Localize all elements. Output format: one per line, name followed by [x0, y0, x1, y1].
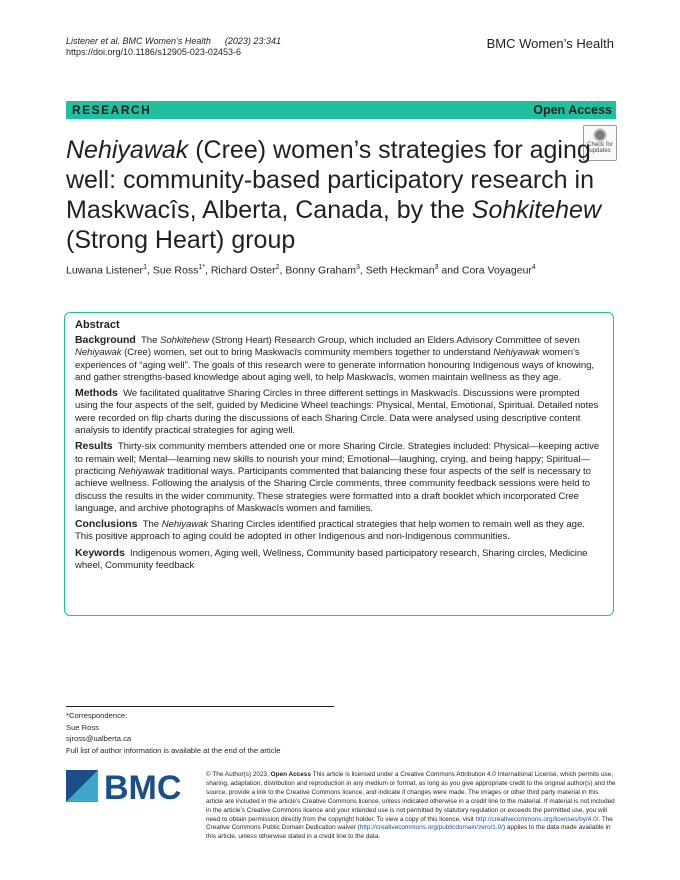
check-line1: Check for — [587, 142, 613, 148]
methods-text: We facilitated qualitative Sharing Circles in three different settings in Maskwacîs. Discussions were prompted using the four aspects of the self, guided by Medicine Wheel teachings: Physical, Mental, Emotional, Spiritual. Detailed notes were recorded on flip charts during the discussions of each Sharing Circle. Data were analysed using descriptive content analysis to identify practical strategies for aging well. — [75, 388, 599, 437]
open-access-label: Open Access — [533, 103, 612, 117]
title-text-1: (Cree) women’s strategies for aging well: community-based participatory research in Maskwacîs, Alberta, Canada, by the — [66, 136, 594, 224]
author[interactable]: Seth Heckman — [365, 264, 435, 277]
abstract-methods — [75, 387, 603, 437]
license-part: This article is licensed under a Creative Commons Attribution 4.0 International License, which permits use, sharing, adaptation, distribution and reproduction in any medium or format, as long as you give appropriate credit to the original author(s) and the source, provide a link to the Creative Commons licence, and indicate if changes were made. The images or other third party material in this article are included in the article’s Creative Commons licence, unless indicated otherwise in a credit line to the material. If material is not included in the article’s Creative Commons licence and your intended use is not permitted by statutory regulation or exceeds the permitted use, you will need to obtain permission directly from the copyright holder. To view a copy of this licence, visit — [206, 771, 616, 823]
correspondence — [66, 710, 280, 756]
methods-label: Methods — [75, 387, 118, 400]
bg-text: (Strong Heart) Research Group, which included an Elders Advisory Committee of seven — [209, 335, 580, 346]
author-list — [66, 264, 536, 277]
cc-by-link[interactable]: http://creativecommons.org/licenses/by/4.0/ — [475, 815, 599, 823]
journal-name: BMC Women’s Health — [486, 36, 614, 51]
title-italic-1: Nehiyawak — [66, 136, 189, 164]
author[interactable]: Bonny Graham — [285, 264, 356, 277]
bg-italic: Sohkitehew — [160, 335, 210, 346]
footnote-divider — [66, 706, 334, 707]
year-issue: (2023) 23:341 — [224, 36, 281, 46]
license-text — [206, 771, 616, 842]
conclusions-text: The — [142, 519, 162, 531]
abstract-conclusions — [75, 518, 603, 544]
correspondence-email[interactable]: sjross@ualberta.ca — [66, 734, 132, 743]
conclusions-italic: Nehiyawak — [161, 519, 209, 531]
author[interactable]: Sue Ross — [152, 264, 199, 277]
and: and — [438, 264, 462, 277]
affil: 3 — [434, 264, 439, 271]
abstract-results — [75, 440, 603, 515]
author[interactable]: Richard Oster — [210, 264, 276, 277]
bg-italic: Nehiyawak — [493, 347, 540, 359]
sep: , — [359, 264, 366, 277]
author-info-note: Full list of author information is available at the end of the article — [66, 745, 281, 755]
conclusions-label: Conclusions — [75, 518, 138, 531]
affil: 3 — [355, 264, 360, 271]
bg-italic: Nehiyawak — [75, 347, 122, 359]
license-open-access: Open Access — [270, 771, 311, 778]
sep: , — [204, 264, 211, 277]
title-italic-2: Sohkitehew — [471, 196, 602, 224]
doi-link[interactable]: https://doi.org/10.1186/s12905-023-02453-6 — [66, 47, 241, 57]
abstract-keywords — [75, 547, 603, 573]
abstract-background — [75, 334, 603, 384]
keywords-label: Keywords — [75, 546, 125, 559]
abstract-box — [64, 312, 614, 616]
title-text-2: (Strong Heart) group — [66, 226, 296, 254]
check-line2: updates — [589, 148, 611, 154]
affil: 2 — [275, 264, 280, 271]
bg-text: women’s experiences of “aging well”. The goals of this research were to generate information honouring Indigenous ways of knowing, and gather strengths-based knowledge about aging well, to help Maskwacîs, women maintain wellness as they age. — [75, 347, 595, 383]
bmc-logo — [66, 768, 192, 804]
results-italic: Nehiyawak — [118, 465, 165, 477]
bg-text: (Cree) women, set out to bring Maskwacîs community members together to understand — [121, 347, 494, 359]
results-text: traditional ways. Participants commented that balancing these four aspects of the self is necessary to achieve wellness. Following the analysis of the Sharing Circle comments, three community feedback sessions were held to discuss the results in the wider community. These strategies were formatted into a draft booklet which incorporated Cree language, and archive photographs of Maskwacîs women and families. — [75, 465, 591, 514]
abstract-heading: Abstract — [75, 319, 120, 331]
bg-text: The — [141, 335, 160, 346]
license-part: . The Creative Commons Public Domain Dedication waiver ( — [206, 815, 613, 832]
results-text: Thirty-six community members attended one or more Sharing Circle. Strategies included: Physical—keeping active to remain well; Mental—learning new skills to nourish your mind; Emotional—laughing, crying, and being happy; Spiritual—practicing — [75, 441, 600, 477]
logo-text: BMC — [104, 769, 182, 804]
correspondence-name: Sue Ross — [66, 722, 99, 732]
running-header — [66, 36, 281, 58]
article-type-band — [66, 101, 616, 119]
article-title — [66, 135, 606, 255]
license-part: ) applies to the data made available in this article, unless otherwise stated in a credit line to the data. — [206, 824, 611, 841]
correspondence-label: *Correspondence: — [66, 711, 128, 720]
article-type-label: RESEARCH — [72, 103, 152, 117]
author[interactable]: Luwana Listener — [66, 264, 144, 277]
keywords-text: Indigenous women, Aging well, Wellness, Community based participatory research, Sharing circles, Medicine wheel, Community feedback — [75, 547, 588, 572]
results-label: Results — [75, 440, 113, 453]
background-label: Background — [75, 334, 136, 346]
author[interactable]: Cora Voyageur — [461, 264, 532, 277]
sep: , — [146, 264, 153, 277]
conclusions-text: Sharing Circles identified practical strategies that help women to remain well as they age. This positive approach to aging could be adopted in other Indigenous and non-Indigenous communities. — [75, 519, 585, 543]
sep: , — [279, 264, 286, 277]
cc-zero-link[interactable]: http://creativecommons.org/publicdomain/zero/1.0/ — [359, 824, 503, 832]
license-part: © The Author(s) 2023. — [206, 771, 271, 778]
affil: 4 — [531, 264, 536, 271]
citation: Listener et al. BMC Women’s Health — [66, 36, 211, 46]
affil: 1* — [198, 264, 205, 271]
affil: 1 — [143, 264, 147, 271]
